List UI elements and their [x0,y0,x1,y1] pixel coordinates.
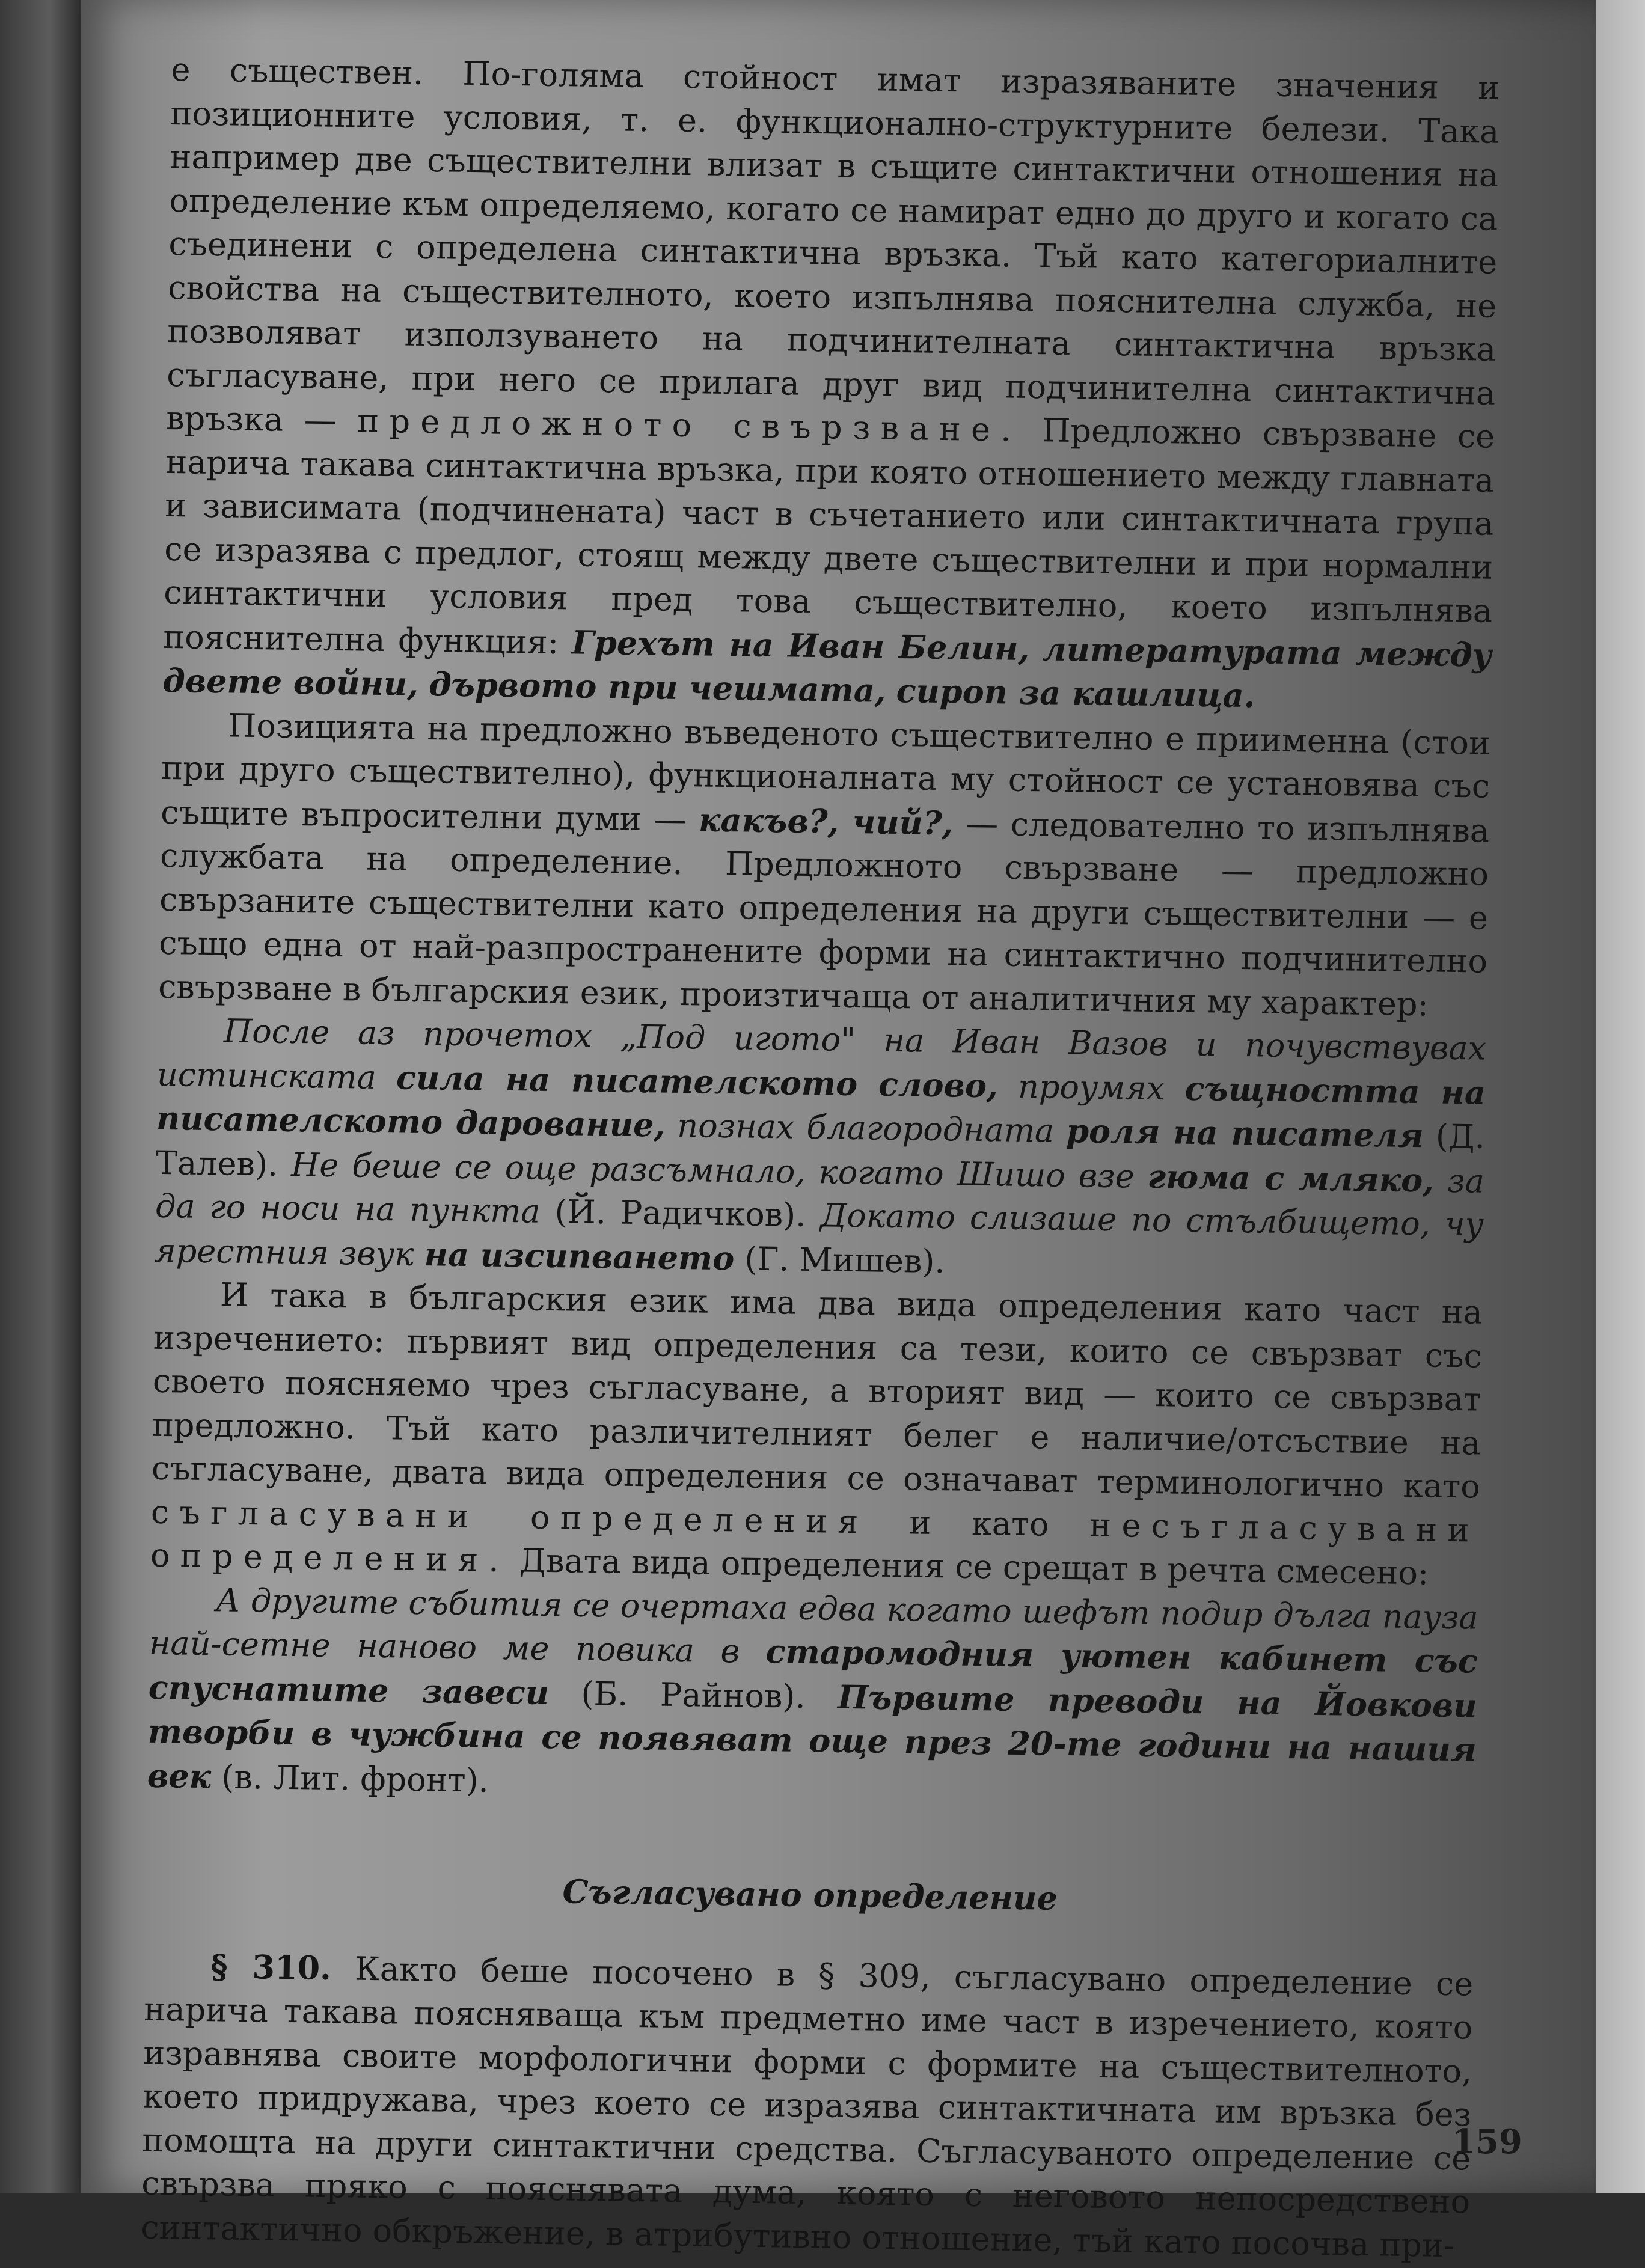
book-page [81,0,1596,2264]
page-number: 159 [1452,2122,1522,2162]
ex1-l: Докато слизаше по стълбището, чу ярестния звук [154,1196,1484,1273]
ex1-a: После аз прочетох „Под игото" на Иван Вазов и почувствувах истинската [156,1012,1487,1096]
ex1-m: на изсипването [424,1234,735,1277]
example-2: литературата между двете войни, [162,629,1492,703]
examples-block-1 [155,1009,1487,1291]
p2-text-b: — следователно то изпълнява службата на определение. Предложното свързване — предложно свързаните съществителни като определения на други съществителни — е също една от най-разпространените форми на синтактично подчинително свързване в българския език, произтичаща от аналитичния му характер: [158,804,1490,1023]
ex2-d: Първите преводи на Йовкови творби в чужбина се появяват още през 20-те години на нашия век [147,1677,1478,1796]
example-1: Грехът на Иван Белин, [571,622,1030,668]
p1-text: е съществен. По-голяма стойност имат изразяваните значения и позиционните условия, т. е. функционално-структурните белези. Така например две съществителни влизат в същите синтактични отношения на определение към определяемо, когато се намират едно до друго и когато са съединени с определена синтактична връзка. Тъй като категориалните свойства на съществителното, което изпълнява пояснителна служба, не позволяват използуването на подчинителната синтактична връзка съгласуване, при него се прилага друг вид подчинителна синтактична връзка — [165,50,1500,439]
term-unagreed: несъгласувани определения. [150,1506,1480,1580]
paragraph-1 [162,48,1500,721]
example-4: сироп за кашлица. [896,671,1256,715]
ex1-author-radichkov: (Й. Радичков). [554,1193,806,1234]
ex1-c: проумях [1017,1067,1165,1107]
p1-definition: Предложно свързване се нарича такава синтактична връзка, при която отношението между главната и зависимата (подчинената) част в съчетанието или синтактичната група се изразява с предлог, стоящ между двете съществителни и при нормални синтактични условия пред това съществително, което изпълнява пояснителна функция: [162,411,1495,661]
text-block [141,48,1500,2267]
term-agreed: съгласувани определения [150,1493,869,1541]
ex1-d: същността на писателското дарование, [156,1069,1486,1145]
ex1-i: гюма с мляко, [1147,1157,1435,1200]
section-text: Както беше посочено в § 309, съгласувано определение се нарича такава поясняваща към предметно име част в изречението, която изравнява своите морфологични форми с формите на съществителното, което придружава, чрез което се изразява синтактичната им връзка без помощта на други синтактични средства. Съгласуваното определение се свързва пряко с пояснявата дума, която с неговото непосредствено синтактично обкръжение, в атрибутивно отношение, тъй като посочва при- [140,1949,1474,2264]
ex2-a: А другите събития се очертаха едва когато шефът подир дълга пауза най-сетне наново ме повика в [149,1580,1479,1670]
example-3: дървото при чешмата, [428,665,887,710]
section-310 [141,1943,1474,2267]
ex2-author-raynov: (Б. Райнов). [581,1674,806,1716]
ex1-e: познах благородната [676,1106,1055,1150]
p2-text-a: Позицията на предложно въведеното съществително е приименна (стои при друго съществително), функционалната му стойност се установява със същите въпросителни думи — [160,706,1491,839]
paragraph-3 [150,1273,1483,1596]
ex1-b: сила на писателското слово, [396,1057,999,1105]
ex1-f: роля на писателя [1065,1111,1424,1155]
ex1-author-talev: (Д. Талев). [155,1117,1486,1184]
paragraph-2 [158,703,1491,1027]
ex1-author-mishev: (Г. Мишев). [744,1239,946,1280]
ex2-b: старомодния уютен кабинет със спуснатите завеси [148,1632,1478,1712]
ex1-h: Не беше се още разсъмнало, когато Шишо взе [290,1145,1135,1196]
section-number: § 310. [210,1946,332,1987]
ex1-j: за да го носи на пункта [155,1161,1485,1230]
p2-questions: какъв?, чий?, [698,799,954,842]
term-prepositional-linking: предложното свързване. [357,402,1022,449]
section-heading: Съгласувано определение [562,1872,1058,1918]
examples-block-2 [147,1577,1478,1816]
p3-text-b: Двата вида определения се срещат в речта смесено: [519,1541,1429,1592]
ex2-source: (в. Лит. фронт). [221,1757,489,1800]
p3-text-a: И така в българския език има два вида определения като част на изречението: първият вид определения са тези, които се свързват със своето поясняемо чрез съгласуване, а вторият вид — които се свързват предложно. Тъй като различителният белег е наличие/отсъствие на съгласуване, двата вида определения се означават терминологично като [151,1276,1483,1506]
p3-and: и като [908,1503,1049,1544]
